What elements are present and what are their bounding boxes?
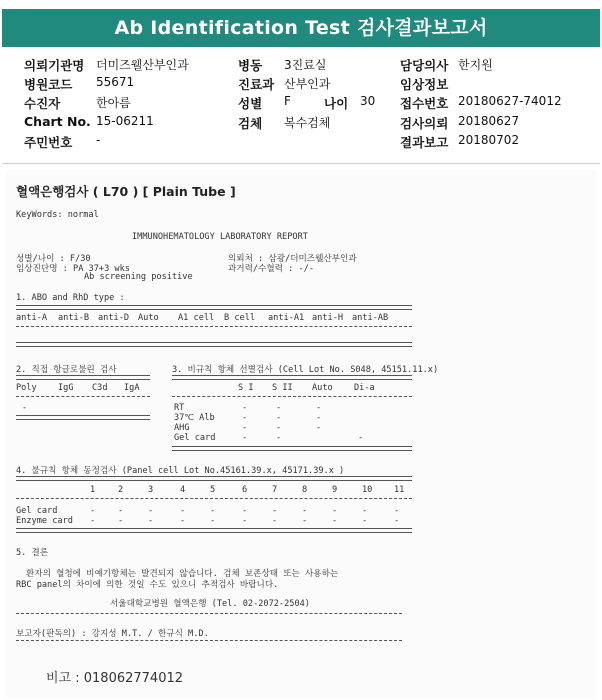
conclusion-line-1: 환자의 혈청에 비예기항체는 발견되지 않습니다. 검체 보존상태 또는 사용하는: [26, 569, 339, 579]
value-receipt-no: 20180627-74012: [458, 94, 562, 108]
section-4-col-1: 2: [118, 485, 124, 495]
section-4-col-3: 4: [180, 485, 186, 495]
value-doctor: 한지원: [458, 58, 493, 72]
label-test-request: 검사의뢰: [400, 116, 449, 131]
info-separator: [2, 163, 600, 164]
label-age: 나이: [324, 96, 349, 111]
section-3-col-1: S II: [272, 383, 293, 393]
section-1-col-8: anti-AB: [352, 313, 389, 323]
section-4-col-4: 5: [210, 485, 216, 495]
section-4-row-0-val-5: -: [242, 506, 248, 516]
page-title: Ab Identification Test 검사결과보고서: [2, 9, 600, 47]
section-1-col-0: anti-A: [16, 313, 48, 323]
section-3-rule-top: [172, 375, 412, 380]
section-1-title: 1. ABO and RhD type :: [16, 293, 125, 303]
section-5-title: 5. 결론: [16, 548, 49, 558]
section-3-row-0-val-2: -: [316, 403, 322, 413]
value-patient: 한아름: [96, 96, 131, 110]
label-specimen: 검체: [238, 116, 263, 131]
section-4-rule-mid: [16, 498, 412, 499]
section-4-row-0-val-2: -: [148, 506, 154, 516]
section-1-col-2: anti-D: [98, 313, 130, 323]
label-doctor: 담당의사: [400, 58, 449, 73]
section-4-row-1-val-7: -: [302, 516, 308, 526]
section-3-rule-mid: [172, 396, 412, 397]
section-3-row-2-name: AHG: [174, 423, 190, 433]
value-chart-no: 15-06211: [96, 114, 154, 128]
label-clinical-info: 임상정보: [400, 77, 449, 92]
section-2-title: 2. 직접 항글로불린 검사: [16, 365, 117, 375]
section-3-rule-bottom: [172, 446, 412, 451]
note: 비고 : 018062774012: [46, 671, 184, 686]
section-4-rule-bottom: [16, 528, 412, 533]
history: 과거력/수혈력 : -/-: [228, 264, 315, 274]
section-4-col-5: 6: [242, 485, 248, 495]
section-2-col-2: C3d: [92, 383, 108, 393]
section-3-row-0-val-0: -: [242, 403, 248, 413]
section-4-row-1-val-5: -: [242, 516, 248, 526]
section-1-rule-mid: [16, 326, 412, 327]
section-3-row-3-val-3: -: [358, 433, 364, 443]
section-4-col-8: 9: [332, 485, 338, 495]
value-sex: F: [284, 94, 291, 108]
label-resident-no: 주민번호: [24, 135, 73, 150]
section-4-row-1-val-9: -: [362, 516, 368, 526]
section-4-row-0-val-9: -: [362, 506, 368, 516]
section-4-row-1-val-10: -: [394, 516, 400, 526]
section-3-col-3: Di-a: [354, 383, 375, 393]
section-4-row-1-val-6: -: [272, 516, 278, 526]
label-requesting-institution: 의뢰기관명: [24, 58, 85, 73]
section-4-row-1-val-1: -: [118, 516, 124, 526]
section-3-row-1-val-0: -: [242, 413, 248, 423]
keywords: KeyWords: normal: [16, 210, 99, 220]
label-department: 진료과: [238, 77, 275, 92]
section-4-col-0: 1: [90, 485, 96, 495]
report-scan: [6, 170, 596, 698]
section-2-col-1: IgG: [58, 383, 74, 393]
section-4-row-1-name: Enzyme card: [16, 516, 73, 526]
value-age: 30: [360, 94, 376, 108]
lab-report-title: IMMUNOHEMATOLOGY LABORATORY REPORT: [132, 232, 308, 242]
section-1-col-6: anti-A1: [268, 313, 305, 323]
section-4-row-1-val-0: -: [90, 516, 96, 526]
section-4-row-0-val-3: -: [180, 506, 186, 516]
sex-age: 성별/나이 : F/30: [16, 254, 91, 264]
section-4-row-0-val-10: -: [394, 506, 400, 516]
section-5-rule: [16, 613, 402, 614]
value-resident-no: -: [96, 133, 101, 147]
section-3-row-3-name: Gel card: [174, 433, 216, 443]
reporter-rule: [16, 640, 402, 641]
section-3-title: 3. 비규칙 항체 선별검사 (Cell Lot No. S048, 45151.11.x): [172, 365, 439, 375]
label-result-report: 결과보고: [400, 135, 449, 150]
section-1-col-3: Auto: [138, 313, 159, 323]
clinical-diagnosis: 임상진단명 : PA 37+3 wks: [16, 264, 130, 274]
value-result-report: 20180702: [458, 133, 520, 147]
label-sex: 성별: [238, 96, 263, 111]
section-1-col-1: anti-B: [58, 313, 90, 323]
label-ward: 병동: [238, 58, 263, 73]
section-3-row-2-val-0: -: [242, 423, 248, 433]
section-4-row-0-val-7: -: [302, 506, 308, 516]
patient-info: [0, 52, 602, 162]
section-4-col-6: 7: [272, 485, 278, 495]
section-1-col-4: A1 cell: [178, 313, 215, 323]
label-receipt-no: 접수번호: [400, 96, 449, 111]
label-hospital-code: 병원코드: [24, 77, 73, 92]
section-3-row-3-val-1: -: [276, 433, 282, 443]
section-3-col-2: Auto: [312, 383, 333, 393]
section-1-col-5: B cell: [224, 313, 256, 323]
section-3-row-0-val-1: -: [276, 403, 282, 413]
section-4-row-0-val-0: -: [90, 506, 96, 516]
section-4-col-2: 3: [148, 485, 154, 495]
section-4-row-1-val-8: -: [332, 516, 338, 526]
reporter: 보고자(판독의) : 강지성 M.T. / 한규식 M.D.: [16, 629, 209, 639]
value-requesting-institution: 더미즈웰산부인과: [96, 58, 189, 72]
section-3-row-0-name: RT: [174, 403, 185, 413]
requester: 의뢰처 : 삼광/더미즈웰산부인과: [228, 254, 357, 264]
section-4-rule-top: [16, 476, 412, 481]
section-2-rule-mid: [16, 396, 150, 397]
section-1-rule-top: [16, 305, 412, 310]
section-3-row-2-val-2: -: [316, 423, 322, 433]
section-4-row-1-val-4: -: [210, 516, 216, 526]
clinical-diagnosis-2: Ab screening positive: [84, 272, 193, 282]
section-3-row-1-val-1: -: [276, 413, 282, 423]
section-3-col-0: S I: [238, 383, 254, 393]
hospital-contact: 서울대학교병원 혈액은행 (Tel. 02-2072-2504): [110, 599, 310, 609]
section-2-value: -: [22, 403, 28, 413]
section-4-row-0-val-8: -: [332, 506, 338, 516]
value-specimen: 복수검체: [284, 116, 331, 130]
section-4-col-7: 8: [302, 485, 308, 495]
section-4-row-0-val-4: -: [210, 506, 216, 516]
section-2-col-0: Poly: [16, 383, 37, 393]
title-bar: [0, 0, 602, 60]
label-chart-no: Chart No.: [24, 114, 91, 129]
section-4-row-1-val-3: -: [180, 516, 186, 526]
section-4-title: 4. 불규칙 항체 동정검사 (Panel cell Lot No.45161.39.x, 45171.39.x ): [16, 466, 345, 476]
section-4-row-0-val-6: -: [272, 506, 278, 516]
value-test-request: 20180627: [458, 114, 520, 128]
section-2-col-3: IgA: [124, 383, 140, 393]
section-4-row-0-val-1: -: [118, 506, 124, 516]
section-3-row-1-name: 37℃ Alb: [174, 413, 215, 423]
section-4-col-10: 11: [394, 485, 405, 495]
section-4-row-0-name: Gel card: [16, 506, 58, 516]
conclusion-line-2: RBC panel의 차이에 의한 것일 수도 있으니 추적검사 바랍니다.: [16, 580, 279, 590]
report-title: 혈액은행검사 ( L70 ) [ Plain Tube ]: [16, 184, 236, 199]
section-1-rule-bottom: [16, 342, 412, 347]
section-4-row-1-val-2: -: [148, 516, 154, 526]
section-3-row-2-val-1: -: [276, 423, 282, 433]
section-2-rule-top: [16, 375, 150, 380]
section-3-row-3-val-0: -: [242, 433, 248, 443]
value-department: 산부인과: [284, 77, 331, 91]
label-patient: 수진자: [24, 96, 61, 111]
section-1-col-7: anti-H: [312, 313, 344, 323]
section-3-row-1-val-2: -: [316, 413, 322, 423]
value-ward: 3진료실: [284, 58, 327, 72]
section-2-rule-bottom: [16, 415, 150, 420]
value-hospital-code: 55671: [96, 75, 135, 89]
section-4-col-9: 10: [362, 485, 373, 495]
